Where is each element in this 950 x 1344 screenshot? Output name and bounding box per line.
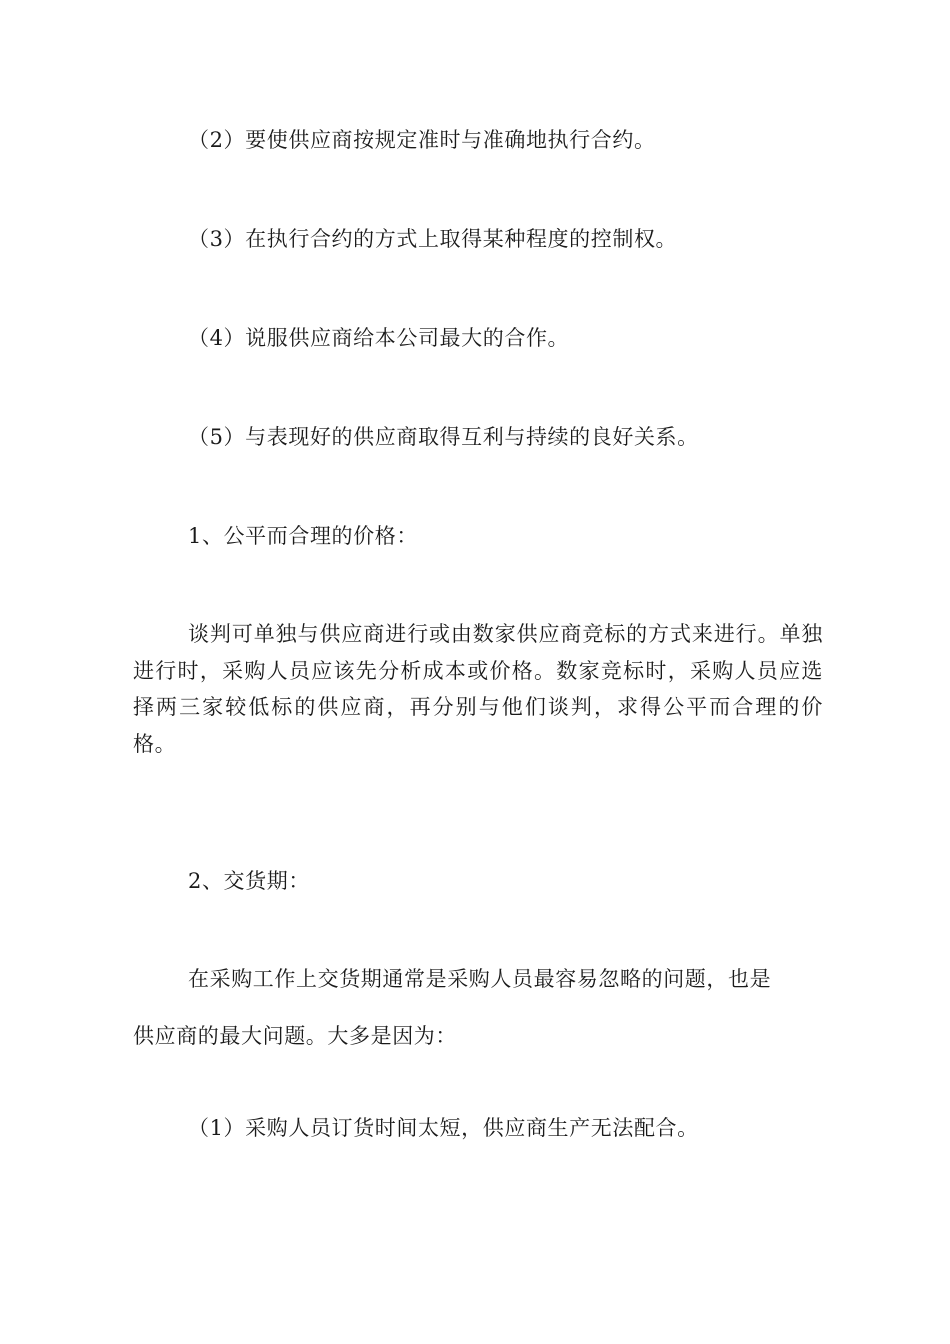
list-item: （1）采购人员订货时间太短，供应商生产无法配合。 (188, 1116, 699, 1140)
body-paragraph-line: 在采购工作上交货期通常是采购人员最容易忽略的问题，也是 (188, 967, 772, 991)
list-item: （3）在执行合约的方式上取得某种程度的控制权。 (188, 227, 678, 251)
list-item: （2）要使供应商按规定准时与准确地执行合约。 (188, 128, 656, 152)
list-item: （4）说服供应商给本公司最大的合作。 (188, 326, 570, 350)
body-paragraph-line: 供应商的最大问题。大多是因为： (133, 1024, 457, 1048)
section-heading: 1、公平而合理的价格： (188, 524, 418, 548)
body-paragraph: 谈判可单独与供应商进行或由数家供应商竞标的方式来进行。单独进行时，采购人员应该先分析成本或价格。数家竞标时，采购人员应选择两三家较低标的供应商，再分别与他们谈判，求得公平而合理的价格。 (133, 622, 823, 756)
section-heading: 2、交货期： (188, 869, 310, 893)
list-item: （5）与表现好的供应商取得互利与持续的良好关系。 (188, 425, 699, 449)
